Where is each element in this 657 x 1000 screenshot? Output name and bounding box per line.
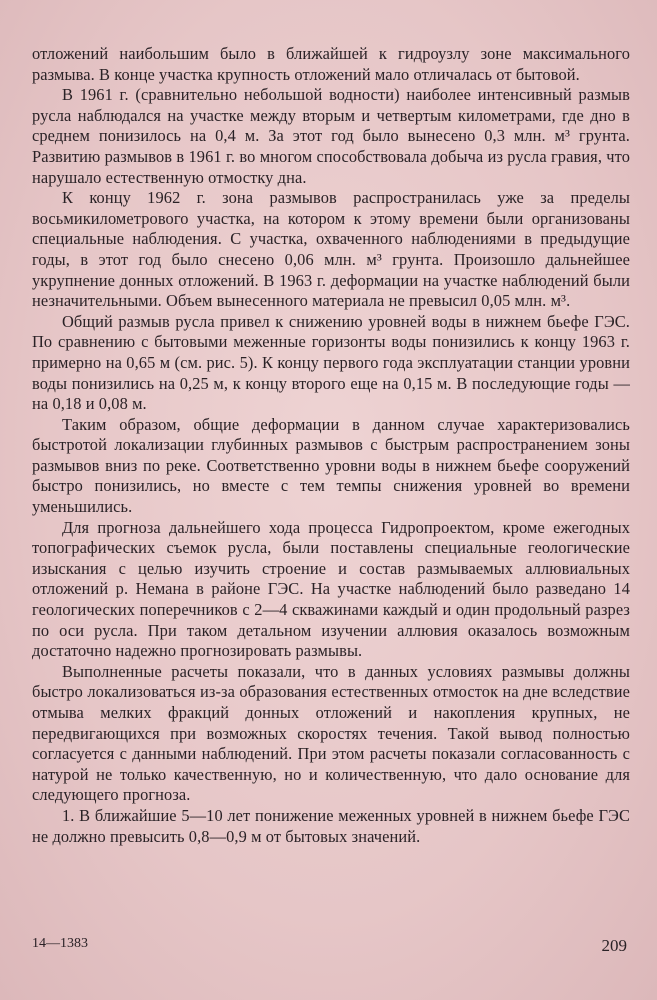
- page-number: 209: [601, 936, 627, 955]
- printer-signature: 14—1383: [32, 936, 88, 951]
- paragraph: Общий размыв русла привел к снижению уровней воды в нижнем бьефе ГЭС. По сравнению с бытовыми меженные горизонты воды понизились к концу 1963 г. примерно на 0,65 м (см. рис. 5). К концу первого года эксплуатации станции уровни воды понизились на 0,25 м, к концу второго еще на 0,15 м. В последующие годы — на 0,18 и 0,08 м.: [32, 311, 630, 414]
- paragraph: Выполненные расчеты показали, что в данных условиях размывы должны быстро локализоваться из-за образования естественных отмосток на дне вследствие отмыва мелких фракций донных отложений и накопления крупных, не передвигающихся при возможных скоростях течения. Такой вывод полностью согласуется с данными наблюдений. При этом расчеты показали согласованность с натурой не только качественную, но и количественную, что дало основание для следующего прогноза.: [32, 661, 630, 805]
- page-footer: [32, 936, 627, 956]
- paragraph: Для прогноза дальнейшего хода процесса Гидропроектом, кроме ежегодных топографических съемок русла, были поставлены специальные геологические изыскания с целью изучить строение и состав размываемых аллювиальных отложений р. Немана в районе ГЭС. На участке наблюдений было разведано 14 геологических поперечников с 2—4 скважинами каждый и один продольный разрез по оси русла. При таком детальном изучении аллювия оказалось возможным достаточно надежно прогнозировать размывы.: [32, 517, 630, 661]
- paragraph: 1. В ближайшие 5—10 лет понижение меженных уровней в нижнем бьефе ГЭС не должно превысить 0,8—0,9 м от бытовых значений.: [32, 805, 630, 846]
- body-text: [32, 44, 630, 847]
- paragraph: Таким образом, общие деформации в данном случае характеризовались быстротой локализации глубинных размывов с быстрым распространением зоны размывов вниз по реке. Соответственно уровни воды в нижнем бьефе сооружений быстро понизились, но вместе с тем темпы снижения уровней во времени уменьшились.: [32, 414, 630, 517]
- paragraph: отложений наибольшим было в ближайшей к гидроузлу зоне максимального размыва. В конце участка крупность отложений мало отличалась от бытовой.: [32, 44, 630, 84]
- paragraph: В 1961 г. (сравнительно небольшой водности) наиболее интенсивный размыв русла наблюдался на участке между вторым и четвертым километрами, где дно в среднем понизилось на 0,4 м. За этот год было вынесено 0,3 млн. м³ грунта. Развитию размывов в 1961 г. во многом способствовала добыча из русла гравия, что нарушало естественную отмостку дна.: [32, 85, 630, 187]
- paragraph: К концу 1962 г. зона размывов распространилась уже за пределы восьмикилометрового участка, на котором к этому времени были организованы специальные наблюдения. С участка, охваченного наблюдениями в предыдущие годы, в этот год было снесено 0,06 млн. м³ грунта. Произошло дальнейшее укрупнение донных отложений. В 1963 г. деформации на участке наблюдений были незначительными. Объем вынесенного материала не превысил 0,05 млн. м³.: [32, 188, 630, 311]
